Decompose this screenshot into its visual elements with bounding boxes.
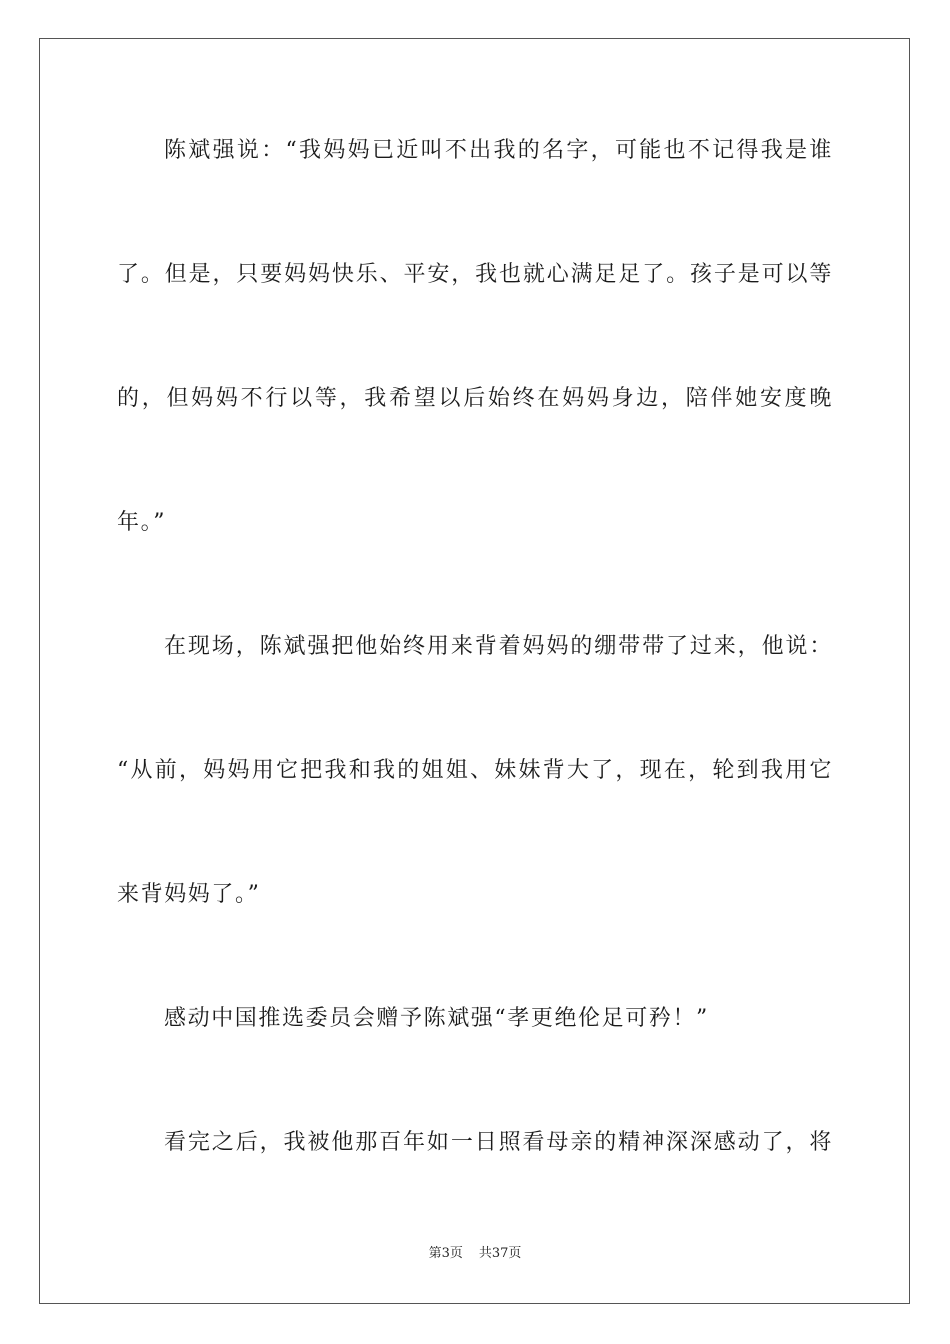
paragraph-1-line-1: 陈斌强说：“我妈妈已近叫不出我的名字，可能也不记得我是谁 xyxy=(164,138,833,163)
paragraph-3-line-1: 感动中国推选委员会赠予陈斌强“孝更绝伦足可矜！” xyxy=(164,1006,709,1031)
page-footer xyxy=(0,1245,950,1263)
paragraph-4-line-1: 看完之后，我被他那百年如一日照看母亲的精神深深感动了，将 xyxy=(164,1130,833,1155)
page-border xyxy=(39,38,910,1304)
paragraph-1-line-3: 的，但妈妈不行以等，我希望以后始终在妈妈身边，陪伴她安度晚 xyxy=(117,386,833,411)
paragraph-1-line-2: 了。但是，只要妈妈快乐、平安，我也就心满足足了。孩子是可以等 xyxy=(117,262,833,287)
page-number: 第3页 xyxy=(428,1246,463,1261)
total-pages: 共37页 xyxy=(478,1246,522,1261)
paragraph-2-line-3: 来背妈妈了。” xyxy=(117,882,261,907)
paragraph-2-line-1: 在现场，陈斌强把他始终用来背着妈妈的绷带带了过来，他说： xyxy=(164,634,833,659)
paragraph-1-line-4: 年。” xyxy=(117,510,167,535)
paragraph-2-line-2: “从前，妈妈用它把我和我的姐姐、妹妹背大了，现在，轮到我用它 xyxy=(117,758,833,783)
